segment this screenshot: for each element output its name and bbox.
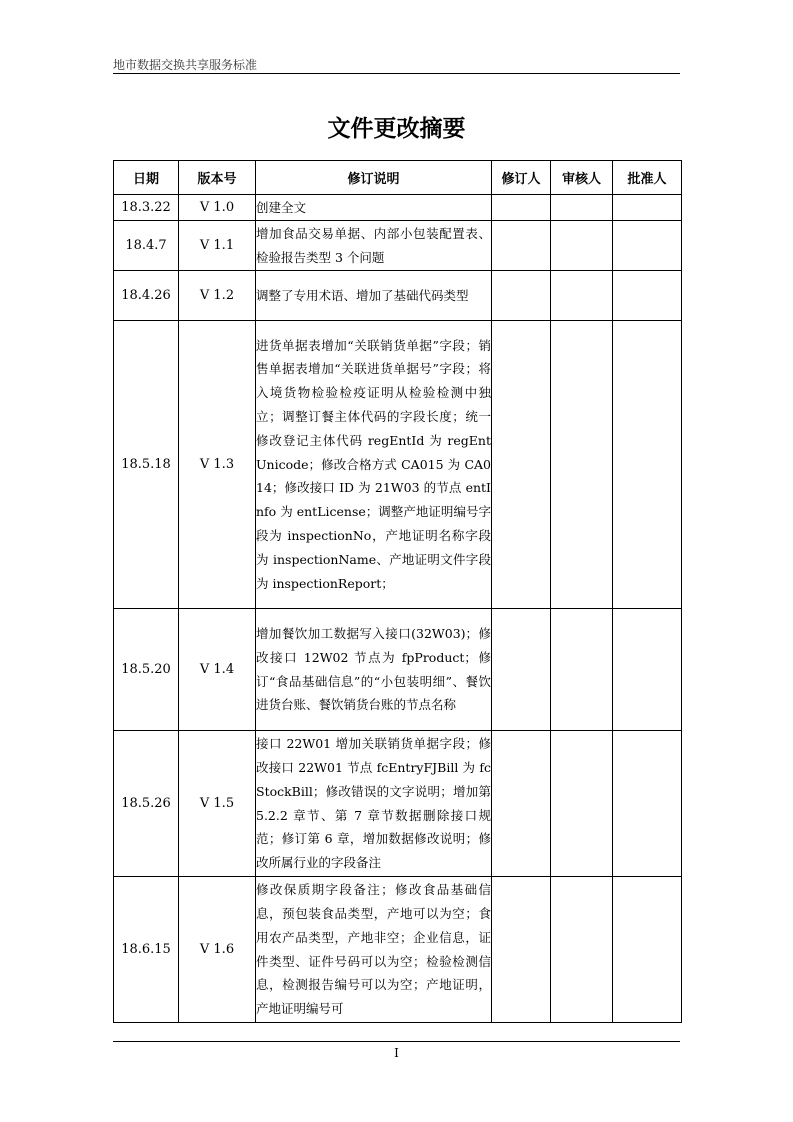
cell-description: 调整了专用术语、增加了基础代码类型 — [256, 271, 492, 321]
cell-version: V 1.5 — [179, 731, 256, 877]
cell-approver — [613, 271, 682, 321]
cell-date: 18.5.18 — [114, 321, 179, 609]
table-row — [114, 195, 682, 221]
cell-reviewer — [551, 609, 613, 731]
cell-approver — [613, 731, 682, 877]
cell-reviewer — [551, 731, 613, 877]
cell-reviser — [492, 221, 551, 271]
cell-approver — [613, 221, 682, 271]
page-number: I — [394, 1046, 399, 1060]
cell-reviser — [492, 321, 551, 609]
cell-reviewer — [551, 195, 613, 221]
cell-reviser — [492, 609, 551, 731]
header-divider — [113, 73, 680, 74]
column-header-version: 版本号 — [179, 161, 256, 195]
revision-table — [113, 160, 682, 1023]
cell-description: 接口 22W01 增加关联销货单据字段；修改接口 22W01 节点 fcEntryFJBill 为 fcStockBill；修改错误的文字说明；增加第 5.2.2 章节、第 7 章节数据删除接口规范；修订第 6 章，增加数据修改说明；修改所属行业的字段备注 — [256, 731, 492, 877]
column-header-reviser: 修订人 — [492, 161, 551, 195]
cell-description: 增加餐饮加工数据写入接口(32W03)；修改接口 12W02 节点为 fpProduct；修订“食品基础信息”的“小包装明细”、餐饮进货台账、餐饮销货台账的节点名称 — [256, 609, 492, 731]
table-header-row — [114, 161, 682, 195]
cell-description: 修改保质期字段备注；修改食品基础信息，预包装食品类型，产地可以为空；食用农产品类型，产地非空；企业信息，证件类型、证件号码可以为空；检验检测信息，检测报告编号可以为空；产地证明，产地证明编号可 — [256, 877, 492, 1023]
column-header-reviewer: 审核人 — [551, 161, 613, 195]
cell-reviewer — [551, 271, 613, 321]
cell-description: 增加食品交易单据、内部小包装配置表、检验报告类型 3 个问题 — [256, 221, 492, 271]
cell-approver — [613, 321, 682, 609]
cell-description: 进货单据表增加“关联销货单据”字段；销售单据表增加“关联进货单据号”字段；将入境货物检验检疫证明从检验检测中独立；调整订餐主体代码的字段长度；统一修改登记主体代码 regEntId 为 regEntUnicode；修改合格方式 CA015 为 CA014；修改接口 ID 为 21W03 的节点 entInfo 为 entLicense；调整产地证明编号字段为 inspectionNo，产地证明名称字段为 inspectionName、产地证明文件字段为 inspectionReport； — [256, 321, 492, 609]
cell-reviewer — [551, 221, 613, 271]
page-header-text: 地市数据交换共享服务标准 — [113, 58, 258, 72]
cell-version: V 1.6 — [179, 877, 256, 1023]
cell-version: V 1.2 — [179, 271, 256, 321]
cell-approver — [613, 195, 682, 221]
table-row — [114, 609, 682, 731]
column-header-description: 修订说明 — [256, 161, 492, 195]
table-row — [114, 221, 682, 271]
cell-approver — [613, 877, 682, 1023]
cell-description: 创建全文 — [256, 195, 492, 221]
cell-date: 18.5.20 — [114, 609, 179, 731]
column-header-date: 日期 — [114, 161, 179, 195]
table-row — [114, 731, 682, 877]
cell-reviewer — [551, 321, 613, 609]
cell-version: V 1.0 — [179, 195, 256, 221]
footer-divider — [113, 1041, 680, 1042]
cell-reviser — [492, 271, 551, 321]
cell-version: V 1.3 — [179, 321, 256, 609]
cell-version: V 1.4 — [179, 609, 256, 731]
column-header-approver: 批准人 — [613, 161, 682, 195]
cell-reviewer — [551, 877, 613, 1023]
cell-approver — [613, 609, 682, 731]
cell-date: 18.6.15 — [114, 877, 179, 1023]
page-title: 文件更改摘要 — [327, 116, 466, 142]
cell-reviser — [492, 731, 551, 877]
table-row — [114, 877, 682, 1023]
cell-reviser — [492, 195, 551, 221]
cell-date: 18.4.7 — [114, 221, 179, 271]
cell-date: 18.5.26 — [114, 731, 179, 877]
cell-version: V 1.1 — [179, 221, 256, 271]
cell-date: 18.4.26 — [114, 271, 179, 321]
table-row — [114, 321, 682, 609]
table-row — [114, 271, 682, 321]
cell-reviser — [492, 877, 551, 1023]
cell-date: 18.3.22 — [114, 195, 179, 221]
